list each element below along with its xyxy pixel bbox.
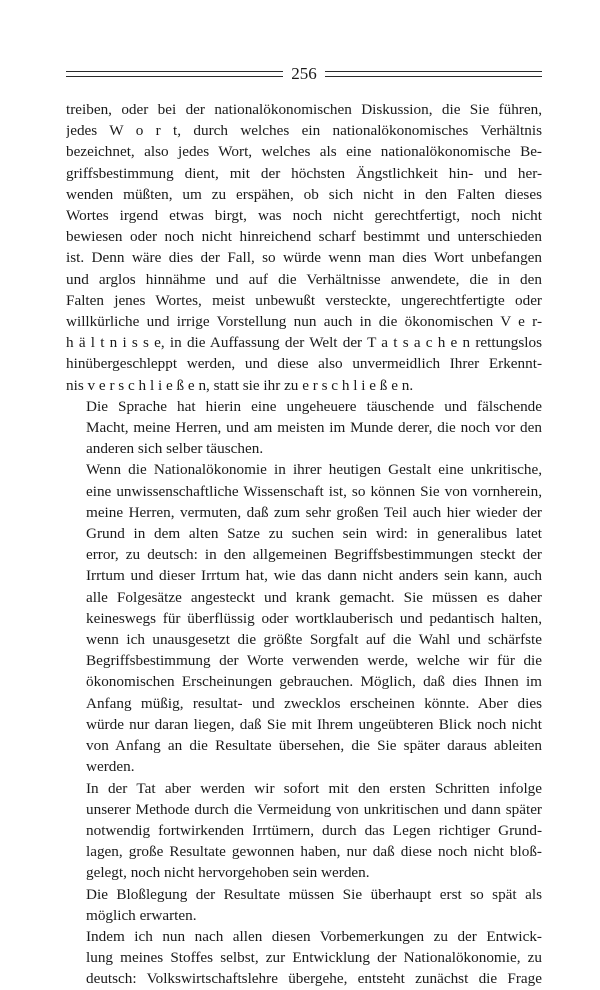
text-line: Macht, meine Herren, und am meisten im Munde derer, die noch vor den <box>86 419 542 437</box>
text-line: Begriffsbestimmung der Worte verwenden werde, welche wir für die <box>86 652 542 670</box>
text-line: Die Bloßlegung der Resultate müssen Sie überhaupt erst so spät als <box>86 885 542 903</box>
text-line: alle Folgesätze angesteckt und krank gemacht. Sie müssen es daher <box>86 588 542 606</box>
page-number: 256 <box>291 64 317 83</box>
text-line: notwendig fortwirkenden Irrtümern, durch das Legen richtiger Grund- <box>86 821 542 839</box>
paragraph <box>66 396 542 460</box>
text-line: unserer Methode durch die Vermeidung von unkritischen und dann später <box>86 800 542 818</box>
text-line: anderen sich selber täuschen. <box>86 440 264 458</box>
header-rule-left <box>66 71 283 77</box>
text-line: willkürliche und irrige Vorstellung nun auch in die ökonomischen V e r- <box>66 313 542 331</box>
text-line: Wortes irgend etwas birgt, was noch nicht gerechtfertigt, noch nicht <box>66 207 542 225</box>
paragraph <box>66 459 542 777</box>
text-line: h ä l t n i s s e, in die Auffassung der Welt der T a t s a c h e n rettungslos <box>66 334 542 352</box>
text-line: jedes W o r t, durch welches ein nationalökonomisches Verhältnis <box>66 122 542 140</box>
paragraph <box>66 884 542 926</box>
paragraph <box>66 778 542 884</box>
text-line: eine unwissenschaftliche Wissenschaft ist, so können Sie von vornherein, <box>86 482 542 500</box>
header-rule-right <box>325 71 542 77</box>
paragraph <box>66 99 542 396</box>
text-line: lagen, große Resultate gewonnen haben, nur daß diese noch nicht bloß- <box>86 843 542 861</box>
text-line: meine Herren, vermuten, daß zum sehr großen Teil auch hier wieder der <box>86 503 542 521</box>
text-line: von Anfang an die Resultate übersehen, die Sie später daraus ableiten <box>86 737 542 755</box>
text-line: bewiesen oder noch nicht hinreichend scharf bestimmt und unterschieden <box>66 228 542 246</box>
text-line: In der Tat aber werden wir sofort mit den ersten Schritten infolge <box>86 779 542 797</box>
text-line: bezeichnet, also jedes Wort, welches als eine nationalökonomische Be- <box>66 143 542 161</box>
text-line: lung meines Stoffes selbst, zur Entwicklung der Nationalökonomie, zu <box>86 949 542 967</box>
text-line: wenn ich unausgesetzt die größte Sorgfalt auf die Wahl und schärfste <box>86 631 542 649</box>
text-line: deutsch: Volkswirtschaftslehre übergehe, entsteht zunächst die Frage <box>86 970 542 988</box>
text-line: keineswegs für überflüssig oder wortklauberisch und pedantisch halten, <box>86 609 542 627</box>
text-line: und arglos hinnähme und auf die Verhältnisse anwendete, die in den <box>66 270 542 288</box>
body-text <box>66 99 542 990</box>
paragraph <box>66 926 542 990</box>
text-line: nis v e r s c h l i e ß e n, statt sie ihr zu e r s c h l i e ß e n. <box>66 376 414 394</box>
page-header <box>66 62 542 86</box>
text-line: griffsbestimmung dient, mit der höchsten Ängstlichkeit hin- und her- <box>66 164 542 182</box>
text-line: gelegt, noch nicht hervorgehoben sein werden. <box>86 864 370 882</box>
text-line: treiben, oder bei der nationalökonomischen Diskussion, die Sie führen, <box>66 101 542 118</box>
text-line: Grund in dem alten Satze zu suchen sein wird: in generalibus latet <box>86 525 542 543</box>
text-line: Indem ich nun nach allen diesen Vorbemerkungen zu der Entwick- <box>86 927 542 945</box>
text-line: wenden müßten, um zu erspähen, ob sich nicht in den Falten dieses <box>66 185 542 203</box>
text-line: Die Sprache hat hierin eine ungeheuere täuschende und fälschende <box>86 397 542 415</box>
text-line: würde nur daran liegen, daß Sie mit Ihrem ungeübteren Blick noch nicht <box>86 715 542 733</box>
text-line: Falten jenes Wortes, meist unbewußt versteckte, ungerechtfertigte oder <box>66 291 542 309</box>
text-line: error, zu deutsch: in den allgemeinen Begriffsbestimmungen steckt der <box>86 546 542 564</box>
text-line: Anfang müßig, resultat- und zwecklos erscheinen könnte. Aber dies <box>86 694 542 712</box>
text-line: werden. <box>86 758 135 776</box>
text-line: ist. Denn wäre dies der Fall, so würde wenn man dies Wort unbefangen <box>66 249 542 267</box>
text-line: hinübergeschleppt werden, und diese also unvermeidlich Ihrer Erkennt- <box>66 355 542 373</box>
text-line: Irrtum und dieser Irrtum hat, wie das dann nicht anders sein kann, auch <box>86 567 542 585</box>
text-line: möglich erwarten. <box>86 906 197 924</box>
text-line: Wenn die Nationalökonomie in ihrer heutigen Gestalt eine unkritische, <box>86 461 542 479</box>
text-line: ökonomischen Erscheinungen gebrauchen. Möglich, daß dies Ihnen im <box>86 673 542 691</box>
